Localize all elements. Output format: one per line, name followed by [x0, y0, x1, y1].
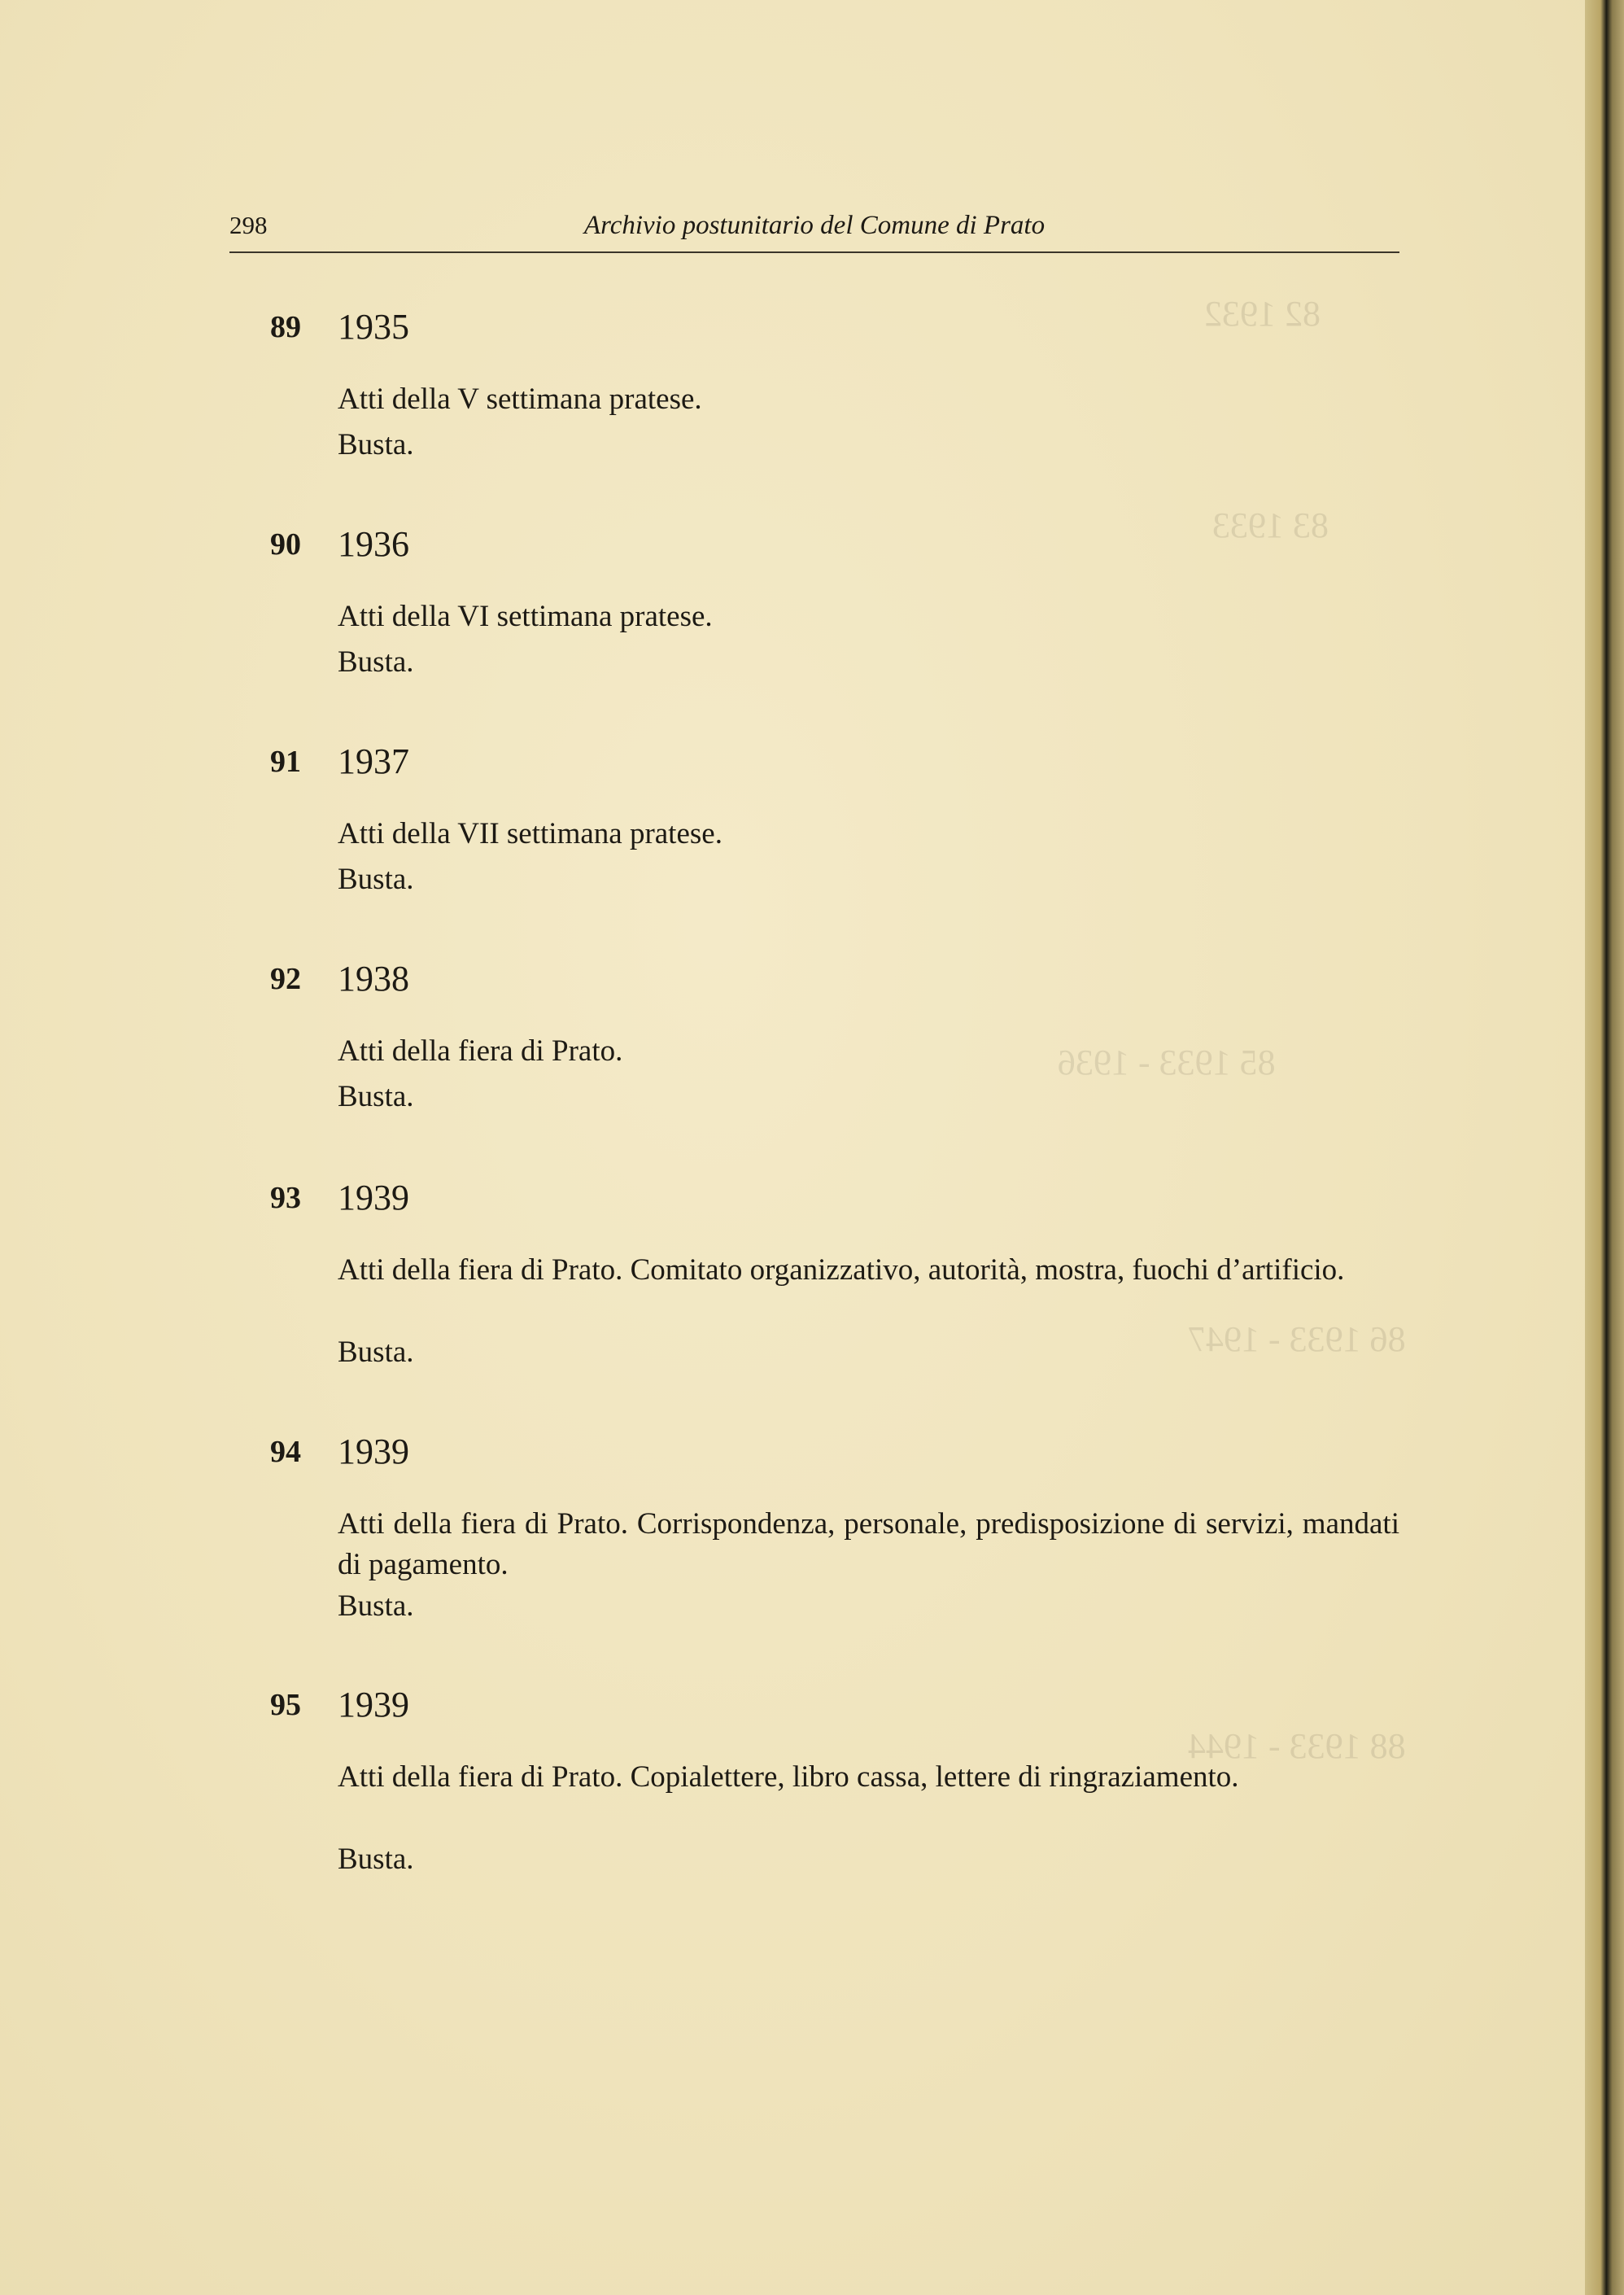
entry-description: Atti della fiera di Prato. Comitato organizzativo, autorità, mostra, fuochi d’artificio.: [338, 1253, 1345, 1287]
entry-number: 89: [270, 310, 301, 344]
entry-date: 1939: [338, 1178, 409, 1217]
entry-number: 94: [270, 1435, 301, 1469]
entry-description: Atti della VII settimana pratese.: [338, 817, 723, 850]
entry-date: 1935: [338, 307, 409, 347]
running-title: Archivio postunitario del Comune di Prato: [583, 211, 1046, 240]
entry-unit: Busta.: [338, 863, 414, 896]
entry-unit: Busta.: [338, 1589, 414, 1623]
entry-date: 1939: [338, 1432, 409, 1471]
page-number: 298: [229, 211, 268, 239]
entry-number: 92: [270, 962, 301, 996]
entry-date: 1938: [338, 959, 409, 999]
entry-unit: Busta.: [338, 1843, 414, 1876]
entry-description: Atti della fiera di Prato. Copialettere, libro cassa, lettere di ringraziamento.: [338, 1760, 1239, 1794]
entry-date: 1939: [338, 1685, 409, 1725]
entry-unit: Busta.: [338, 428, 414, 461]
entry-unit: Busta.: [338, 1335, 414, 1369]
entry-number: 93: [270, 1181, 301, 1215]
entry-number: 91: [270, 745, 301, 779]
entry-number: 90: [270, 527, 301, 562]
entry-unit: Busta.: [338, 645, 414, 679]
entry-description: Atti della VI settimana pratese.: [338, 600, 713, 633]
entry-number: 95: [270, 1688, 301, 1722]
page-header: [229, 206, 1399, 253]
entry-description: Atti della V settimana pratese.: [338, 382, 702, 416]
entry-description: Atti della fiera di Prato. Corrispondenza, personale, predisposizione di servizi, mandati di pagamento.: [338, 1507, 1399, 1581]
entry-date: 1936: [338, 524, 409, 564]
entry-unit: Busta.: [338, 1080, 414, 1113]
book-spine-edge: [1585, 0, 1624, 2295]
entry-description: Atti della fiera di Prato.: [338, 1034, 623, 1068]
entry-date: 1937: [338, 741, 409, 781]
